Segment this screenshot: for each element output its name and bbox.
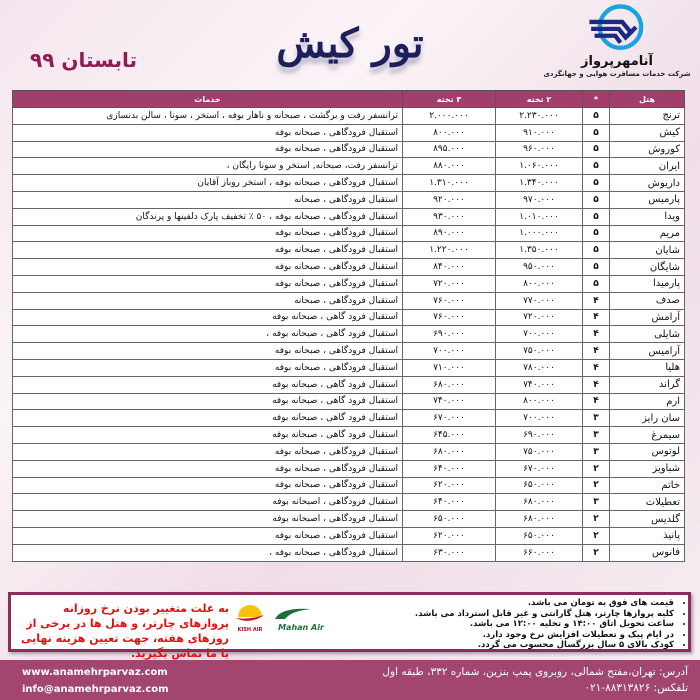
- price-triple: ۶۷۰.۰۰۰: [403, 410, 496, 427]
- hotel-name: مریم: [610, 225, 685, 242]
- company-logo: [542, 3, 692, 79]
- table-row: [13, 477, 685, 494]
- services-cell: استقبال فرودگاهی ، صبحانه بوفه: [13, 141, 403, 158]
- hotel-name: شایگان: [610, 259, 685, 276]
- hotel-name: آرامیس: [610, 343, 685, 360]
- hotel-name: ویدا: [610, 208, 685, 225]
- table-row: [13, 359, 685, 376]
- star-rating: ۵: [583, 124, 610, 141]
- price-double: ۹۱۰.۰۰۰: [496, 124, 583, 141]
- header-services: خدمات: [13, 91, 403, 108]
- price-double: ۶۷۰.۰۰۰: [496, 460, 583, 477]
- price-double: ۶۵۰.۰۰۰: [496, 527, 583, 544]
- table-row: [13, 191, 685, 208]
- logo-icon: [580, 3, 654, 53]
- page-title: تور کیش: [276, 20, 424, 67]
- table-body: [13, 108, 685, 562]
- header-stars: *: [583, 91, 610, 108]
- services-cell: استقبال فرودگاهی ، صبحانه بوفه: [13, 527, 403, 544]
- price-triple: ۸۴۰.۰۰۰: [403, 259, 496, 276]
- star-rating: ۴: [583, 292, 610, 309]
- star-rating: ۵: [583, 175, 610, 192]
- price-double: ۷۰۰.۰۰۰: [496, 326, 583, 343]
- contact-warning: به علت متغییر بودن نرخ روزانه پروازهای چارتر، و هتل ها در برخی از روزهای هفته، جهت تعیین هزینه نهایی با ما تماس بگیرید.: [21, 602, 229, 660]
- hotel-name: گلدیس: [610, 511, 685, 528]
- table-row: [13, 410, 685, 427]
- hotel-name: سان رایز: [610, 410, 685, 427]
- hotel-name: پانیذ: [610, 527, 685, 544]
- hotel-name: تعطیلات: [610, 494, 685, 511]
- price-triple: ۶۴۰.۰۰۰: [403, 460, 496, 477]
- star-rating: ۵: [583, 158, 610, 175]
- price-triple: ۷۰۰.۰۰۰: [403, 343, 496, 360]
- star-rating: ۳: [583, 443, 610, 460]
- services-cell: ترانسفر رفت و برگشت ، صبحانه و ناهار بوفه ، استخر ، سونا ، سالن بدنسازی: [13, 108, 403, 125]
- price-double: ۷۲۰.۰۰۰: [496, 309, 583, 326]
- hotel-name: گراند: [610, 376, 685, 393]
- table-row: [13, 309, 685, 326]
- services-cell: استقبال فرودگاهی ، صبحانه بوفه: [13, 460, 403, 477]
- note-item: • ساعت تحویل اتاق ۱۴:۰۰ و تخلیه ۱۲:۰۰ می باشد.: [415, 619, 674, 630]
- table-row: [13, 527, 685, 544]
- price-triple: ۱.۲۲۰.۰۰۰: [403, 242, 496, 259]
- price-double: ۱.۰۶۰.۰۰۰: [496, 158, 583, 175]
- mahan-air-label: Mahan Air: [278, 623, 324, 632]
- services-cell: استقبال فرود گاهی ، صبحانه بوفه: [13, 393, 403, 410]
- services-cell: استقبال فرود گاهی ، صبحانه بوفه: [13, 427, 403, 444]
- hotel-name: پارمیس: [610, 191, 685, 208]
- price-triple: ۶۴۰.۰۰۰: [403, 494, 496, 511]
- price-triple: ۶۵۰.۰۰۰: [403, 511, 496, 528]
- price-double: ۷۵۰.۰۰۰: [496, 443, 583, 460]
- hotel-name: هلیا: [610, 359, 685, 376]
- price-triple: ۷۶۰.۰۰۰: [403, 292, 496, 309]
- price-double: ۱.۰۰۰.۰۰۰: [496, 225, 583, 242]
- price-triple: ۸۸۰.۰۰۰: [403, 158, 496, 175]
- hotel-name: پارمیدا: [610, 275, 685, 292]
- table-row: [13, 225, 685, 242]
- services-cell: استقبال فرودگاهی ، اصبحانه بوفه: [13, 494, 403, 511]
- price-triple: ۹۳۰.۰۰۰: [403, 208, 496, 225]
- footer-contact: [382, 664, 688, 696]
- price-triple: ۶۴۵.۰۰۰: [403, 427, 496, 444]
- services-cell: استقبال فرودگاهی ، صبحانه: [13, 292, 403, 309]
- note-item: • کلیه پروازها چارتر، هتل گارانتی و غیر قابل استرداد می باشد.: [415, 609, 674, 620]
- hotel-name: سیمرغ: [610, 427, 685, 444]
- price-triple: ۶۳۰.۰۰۰: [403, 544, 496, 561]
- note-item: • کودک بالای ۵ سال بزرگسال محسوب می گردد.: [415, 640, 674, 651]
- services-cell: استقبال فرودگاهی ، صبحانه بوفه ، ۵۰ ٪ تخفیف پارک دلفینها و پرندگان: [13, 208, 403, 225]
- hotel-name: شایلی: [610, 326, 685, 343]
- hotel-name: شایان: [610, 242, 685, 259]
- table-row: [13, 376, 685, 393]
- price-double: ۷۸۰.۰۰۰: [496, 359, 583, 376]
- price-double: ۶۶۰.۰۰۰: [496, 544, 583, 561]
- star-rating: ۵: [583, 225, 610, 242]
- table-row: [13, 511, 685, 528]
- price-double: ۶۹۰.۰۰۰: [496, 427, 583, 444]
- services-cell: استقبال فرودگاهی ، صبحانه بوفه: [13, 242, 403, 259]
- star-rating: ۴: [583, 393, 610, 410]
- mahan-bird-icon: [271, 607, 331, 621]
- star-rating: ۵: [583, 275, 610, 292]
- table-row: [13, 242, 685, 259]
- price-double: ۹۵۰.۰۰۰: [496, 259, 583, 276]
- header-triple: ۳ تخته: [403, 91, 496, 108]
- note-item: • قیمت های فوق به تومان می باشد.: [415, 598, 674, 609]
- price-triple: ۶۲۰.۰۰۰: [403, 527, 496, 544]
- services-cell: استقبال فرودگاهی ، اصبحانه بوفه: [13, 511, 403, 528]
- footer: [0, 660, 700, 700]
- table-row: [13, 494, 685, 511]
- table-row: [13, 393, 685, 410]
- table-row: [13, 443, 685, 460]
- star-rating: ۵: [583, 108, 610, 125]
- services-cell: استقبال فرودگاهی ، صبحانه بوفه: [13, 359, 403, 376]
- price-double: ۷۵۰.۰۰۰: [496, 343, 583, 360]
- price-double: ۲.۲۳۰.۰۰۰: [496, 108, 583, 125]
- price-double: ۶۸۰.۰۰۰: [496, 494, 583, 511]
- star-rating: ۳: [583, 427, 610, 444]
- table-row: [13, 158, 685, 175]
- price-triple: ۶۹۰.۰۰۰: [403, 326, 496, 343]
- price-double: ۷۴۰.۰۰۰: [496, 376, 583, 393]
- star-rating: ۵: [583, 191, 610, 208]
- services-cell: ترانسفر رفت، صبحانه, استخر و سونا رایگان ،: [13, 158, 403, 175]
- services-cell: استقبال فرودگاهی ، صبحانه بوفه: [13, 343, 403, 360]
- services-cell: استقبال فرودگاهی ، صبحانه بوفه: [13, 477, 403, 494]
- phone: تلفکس: ۸۸۳۱۳۸۲۶-۰۲۱: [584, 682, 688, 694]
- star-rating: ۲: [583, 511, 610, 528]
- star-rating: ۴: [583, 343, 610, 360]
- note-item: • در ایام پیک و تعطیلات افزایش نرخ وجود دارد.: [415, 630, 674, 641]
- price-double: ۶۸۰.۰۰۰: [496, 511, 583, 528]
- website-link[interactable]: www.anamehrparvaz.com: [22, 667, 168, 678]
- price-triple: ۸۹۰.۰۰۰: [403, 225, 496, 242]
- header-hotel: هتل: [610, 91, 685, 108]
- price-triple: ۷۶۰.۰۰۰: [403, 309, 496, 326]
- hotel-name: فانوس: [610, 544, 685, 561]
- price-double: ۶۵۰.۰۰۰: [496, 477, 583, 494]
- table-row: [13, 208, 685, 225]
- hotel-name: لوتوس: [610, 443, 685, 460]
- hotel-name: ایران: [610, 158, 685, 175]
- hotel-name: آرامش: [610, 309, 685, 326]
- price-double: ۱.۳۴۰.۰۰۰: [496, 175, 583, 192]
- services-cell: استقبال فرودگاهی ، صبحانه بوفه ، استخر روباز آقایان: [13, 175, 403, 192]
- price-double: ۹۶۰.۰۰۰: [496, 141, 583, 158]
- price-double: ۱.۳۵۰.۰۰۰: [496, 242, 583, 259]
- brand-name: آنامهرپرواز: [581, 54, 653, 69]
- table-row: [13, 292, 685, 309]
- price-triple: ۶۸۰.۰۰۰: [403, 443, 496, 460]
- price-double: ۹۷۰.۰۰۰: [496, 191, 583, 208]
- table-row: [13, 544, 685, 561]
- star-rating: ۵: [583, 208, 610, 225]
- table-row: [13, 326, 685, 343]
- services-cell: استقبال فرودگاهی ، صبحانه بوفه: [13, 443, 403, 460]
- hotel-name: کیش: [610, 124, 685, 141]
- price-double: ۷۷۰.۰۰۰: [496, 292, 583, 309]
- services-cell: استقبال فرودگاهی ، صبحانه بوفه: [13, 275, 403, 292]
- hotel-name: داریوش: [610, 175, 685, 192]
- table-row: [13, 259, 685, 276]
- header-double: ۲ تخته: [496, 91, 583, 108]
- table-row: [13, 108, 685, 125]
- services-cell: استقبال فرود گاهی ، صبحانه بوفه: [13, 410, 403, 427]
- hotel-name: صدف: [610, 292, 685, 309]
- kish-air-logo: [233, 603, 267, 633]
- address: آدرس: تهران،مفتح شمالی، روبروی پمپ بنزین، شماره ۳۳۲، طبقه اول: [382, 666, 688, 678]
- brand-subtitle: شرکت خدمات مسافرت هوایی و جهانگردی: [543, 70, 691, 78]
- price-double: ۱.۰۱۰.۰۰۰: [496, 208, 583, 225]
- price-triple: ۶۲۰.۰۰۰: [403, 477, 496, 494]
- table-header: [13, 91, 685, 108]
- table-row: [13, 343, 685, 360]
- star-rating: ۲: [583, 460, 610, 477]
- price-triple: ۶۸۰.۰۰۰: [403, 376, 496, 393]
- kish-sun-icon: [234, 603, 266, 625]
- services-cell: استقبال فرودگاهی ، صبحانه بوفه ،: [13, 544, 403, 561]
- price-triple: ۲.۰۰۰.۰۰۰: [403, 108, 496, 125]
- table-row: [13, 427, 685, 444]
- star-rating: ۲: [583, 527, 610, 544]
- price-double: ۸۰۰.۰۰۰: [496, 275, 583, 292]
- price-triple: ۸۹۵.۰۰۰: [403, 141, 496, 158]
- star-rating: ۳: [583, 410, 610, 427]
- star-rating: ۴: [583, 376, 610, 393]
- table-row: [13, 175, 685, 192]
- price-triple: ۷۲۰.۰۰۰: [403, 275, 496, 292]
- price-double: ۷۰۰.۰۰۰: [496, 410, 583, 427]
- star-rating: ۲: [583, 477, 610, 494]
- price-double: ۸۰۰.۰۰۰: [496, 393, 583, 410]
- table-row: [13, 141, 685, 158]
- star-rating: ۴: [583, 326, 610, 343]
- price-table: [12, 90, 685, 562]
- services-cell: استقبال فرود گاهی ، صبحانه بوفه: [13, 376, 403, 393]
- star-rating: ۲: [583, 544, 610, 561]
- footer-links: [22, 664, 169, 698]
- table-row: [13, 460, 685, 477]
- services-cell: استقبال فرودگاهی ، صبحانه: [13, 191, 403, 208]
- hotel-name: ارم: [610, 393, 685, 410]
- star-rating: ۵: [583, 141, 610, 158]
- hotel-name: ترنج: [610, 108, 685, 125]
- email-link[interactable]: info@anamehrparvaz.com: [22, 684, 169, 695]
- price-triple: ۸۰۰.۰۰۰: [403, 124, 496, 141]
- hotel-name: کوروش: [610, 141, 685, 158]
- price-triple: ۱.۳۱۰.۰۰۰: [403, 175, 496, 192]
- price-triple: ۹۲۰.۰۰۰: [403, 191, 496, 208]
- notice-box: [8, 592, 691, 660]
- services-cell: استقبال فرودگاهی ، صبحانه بوفه: [13, 124, 403, 141]
- services-cell: استقبال فرود گاهی ، صبحانه بوفه: [13, 309, 403, 326]
- services-cell: استقبال فرودگاهی ، صبحانه بوفه: [13, 225, 403, 242]
- table-row: [13, 275, 685, 292]
- hotel-name: خاتم: [610, 477, 685, 494]
- price-triple: ۷۴۰.۰۰۰: [403, 393, 496, 410]
- services-cell: استقبال فرودگاهی ، صبحانه بوفه: [13, 259, 403, 276]
- star-rating: ۴: [583, 359, 610, 376]
- notes-list: [415, 598, 674, 651]
- star-rating: ۵: [583, 242, 610, 259]
- services-cell: استقبال فرود گاهی ، صبحانه بوفه ،: [13, 326, 403, 343]
- price-triple: ۷۱۰.۰۰۰: [403, 359, 496, 376]
- star-rating: ۵: [583, 259, 610, 276]
- hotel-name: شباویز: [610, 460, 685, 477]
- season-label: تابستان ۹۹: [30, 48, 138, 72]
- mahan-air-logo: [269, 607, 333, 632]
- star-rating: ۳: [583, 494, 610, 511]
- table-row: [13, 124, 685, 141]
- kish-air-label: KISH AIR: [237, 627, 263, 633]
- star-rating: ۴: [583, 309, 610, 326]
